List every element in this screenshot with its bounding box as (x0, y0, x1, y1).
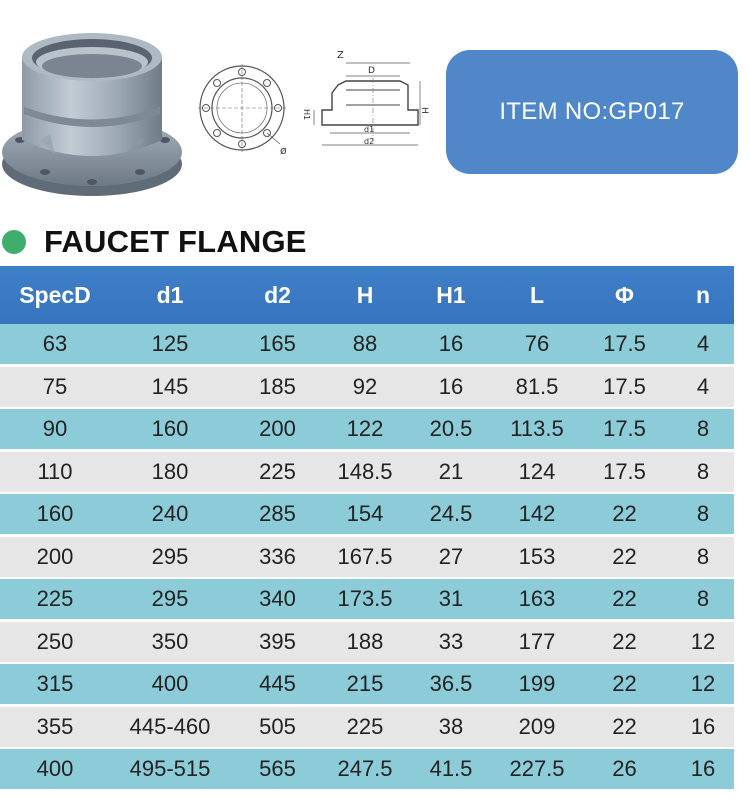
col-header-d1: d1 (156, 281, 184, 308)
item-number-text: ITEM NO:GP017 (499, 98, 685, 125)
cell-d2: 285 (259, 501, 296, 526)
cell-n: 16 (690, 756, 716, 781)
label-d1: d1 (364, 125, 375, 134)
table-row (0, 579, 734, 619)
cell-d2: 565 (259, 756, 296, 781)
cell-n: 8 (696, 501, 710, 526)
col-header-n: n (695, 281, 711, 308)
col-header-h: H (356, 281, 374, 308)
cell-l: 142 (518, 501, 556, 526)
cell-h: 148.5 (337, 458, 393, 484)
cell-h1: 27 (438, 543, 464, 569)
cell-d2: 445 (259, 671, 296, 696)
cell-phi: 22 (612, 628, 637, 654)
cell-specd: 63 (42, 331, 68, 356)
table-row (0, 664, 734, 704)
cell-h: 122 (346, 416, 384, 441)
table-row (0, 622, 734, 662)
cell-h: 188 (346, 628, 384, 654)
cell-n: 16 (690, 713, 716, 739)
cell-h: 225 (346, 713, 384, 739)
table-row (0, 324, 734, 364)
flange-front-view-drawing (196, 62, 296, 162)
cell-specd: 250 (36, 628, 74, 654)
cell-n: 8 (696, 458, 710, 484)
table-row (0, 749, 734, 789)
table-header-row (0, 266, 734, 324)
cell-h: 167.5 (337, 543, 393, 569)
cell-d1: 400 (151, 671, 189, 696)
cell-phi: 17.5 (603, 416, 646, 441)
cell-h: 215 (346, 671, 384, 696)
cell-h: 92 (352, 373, 378, 399)
cell-phi: 22 (612, 671, 637, 696)
cell-specd: 355 (36, 713, 74, 739)
cell-phi: 17.5 (603, 373, 646, 399)
label-d: D (368, 66, 375, 76)
cell-specd: 225 (36, 586, 74, 611)
cell-phi: 17.5 (603, 331, 646, 356)
cell-h1: 31 (438, 586, 464, 611)
cell-l: 153 (518, 543, 556, 569)
label-d2: d2 (364, 137, 375, 146)
cell-l: 113.5 (510, 416, 564, 441)
col-header-l: L (529, 281, 545, 308)
cell-d2: 165 (259, 331, 296, 356)
cell-n: 8 (696, 543, 710, 569)
table-row (0, 494, 734, 534)
cell-l: 124 (518, 458, 556, 484)
label-h1: H1 (302, 109, 311, 121)
cell-d1: 125 (151, 331, 189, 356)
col-header-d2: d2 (264, 281, 291, 308)
cell-d2: 225 (259, 458, 296, 484)
cell-d2: 395 (259, 628, 296, 654)
table-row (0, 367, 734, 407)
cell-h1: 36.5 (429, 671, 473, 696)
flange-section-drawing (300, 45, 430, 163)
cell-phi: 22 (612, 713, 637, 739)
label-h: H (419, 107, 429, 114)
cell-n: 12 (690, 671, 716, 696)
green-bullet-icon (2, 230, 26, 254)
cell-l: 199 (518, 671, 556, 696)
cell-h1: 38 (438, 713, 464, 739)
cell-phi: 22 (612, 501, 637, 526)
cell-l: 81.5 (515, 373, 559, 399)
product-photo (0, 22, 185, 202)
cell-l: 76 (524, 331, 550, 356)
cell-h1: 21 (438, 458, 464, 484)
cell-h1: 16 (438, 331, 464, 356)
col-header-phi: Φ (615, 281, 634, 308)
cell-d1: 240 (151, 501, 189, 526)
cell-n: 4 (696, 373, 710, 399)
cell-specd: 160 (36, 501, 74, 526)
col-header-specd: SpecD (19, 281, 91, 308)
table-row (0, 452, 734, 492)
section-heading (0, 220, 307, 264)
row-divider (0, 789, 734, 792)
label-phi: ø (280, 144, 287, 157)
table-row (0, 409, 734, 449)
cell-d1: 160 (151, 416, 189, 441)
cell-d1: 180 (151, 458, 189, 484)
cell-d1: 445-460 (129, 713, 211, 739)
col-header-h1: H1 (436, 281, 466, 308)
cell-d1: 145 (151, 373, 189, 399)
cell-phi: 26 (612, 756, 637, 781)
table-row (0, 707, 734, 747)
table-row (0, 537, 734, 577)
cell-phi: 22 (612, 586, 637, 611)
cell-d1: 295 (151, 586, 189, 611)
cell-phi: 17.5 (603, 458, 646, 484)
cell-h1: 20.5 (429, 416, 473, 441)
cell-n: 4 (696, 331, 710, 356)
label-z: Z (337, 50, 344, 61)
cell-d1: 495-515 (129, 756, 211, 781)
cell-phi: 22 (612, 543, 637, 569)
cell-h: 247.5 (337, 756, 393, 781)
table-body (0, 324, 734, 792)
cell-d1: 295 (151, 543, 189, 569)
cell-l: 227.5 (509, 756, 565, 781)
cell-h1: 33 (438, 628, 464, 654)
cell-specd: 315 (36, 671, 74, 696)
cell-h: 173.5 (337, 586, 393, 611)
cell-specd: 90 (42, 416, 68, 441)
cell-l: 163 (518, 586, 556, 611)
cell-d2: 505 (259, 713, 296, 739)
cell-h: 88 (352, 331, 378, 356)
cell-d2: 336 (259, 543, 296, 569)
cell-specd: 75 (42, 373, 68, 399)
cell-specd: 400 (36, 756, 74, 781)
cell-d2: 340 (259, 586, 296, 611)
cell-specd: 200 (36, 543, 74, 569)
cell-h: 154 (346, 501, 384, 526)
cell-h1: 24.5 (429, 501, 473, 526)
cell-n: 8 (696, 416, 710, 441)
cell-l: 177 (518, 628, 556, 654)
cell-h1: 16 (438, 373, 464, 399)
cell-d2: 185 (259, 373, 296, 399)
item-number-banner (446, 50, 738, 174)
spec-table (0, 266, 734, 792)
cell-d2: 200 (259, 416, 296, 441)
cell-n: 8 (696, 586, 710, 611)
cell-specd: 110 (37, 458, 73, 484)
cell-n: 12 (690, 628, 716, 654)
cell-h1: 41.5 (429, 756, 473, 781)
cell-l: 209 (518, 713, 556, 739)
cell-d1: 350 (151, 628, 189, 654)
section-title: FAUCET FLANGE (44, 224, 307, 259)
